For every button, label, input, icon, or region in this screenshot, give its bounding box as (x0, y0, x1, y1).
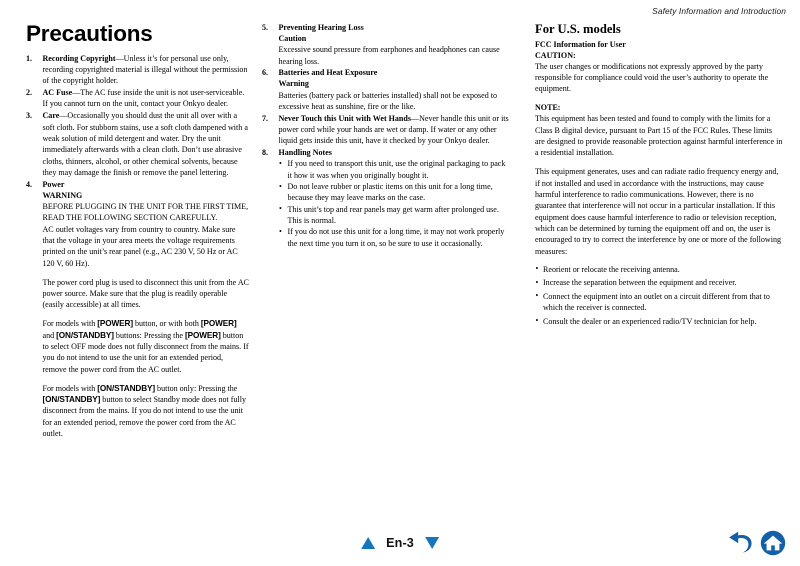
list-item-number: 6. (262, 68, 269, 78)
caution-label: Caution (278, 34, 307, 44)
list-item-lead: Recording Copyright (42, 53, 116, 63)
key-power-3: [POWER] (185, 330, 221, 340)
precautions-list-continued (262, 22, 510, 249)
power-block-line1a: For models with (42, 319, 98, 329)
warning-label: WARNING (42, 190, 83, 200)
list-item-lead: Care (42, 111, 60, 121)
caution-body: The user changes or modifications not expressly approved by the party responsible for compliance could void the user’s authority to operate the equipment. (535, 61, 769, 94)
footer-navigation (0, 529, 800, 553)
key-on-standby-2: [ON/STANDBY] (97, 383, 156, 393)
caution-label: CAUTION: (535, 50, 576, 60)
list-item (535, 277, 783, 288)
column-three (535, 22, 783, 329)
us-models-title: For U.S. models (535, 22, 621, 36)
list-item-lead: Never Touch this Unit with Wet Hands (278, 113, 412, 123)
list-item-text (43, 53, 250, 87)
home-icon[interactable] (760, 530, 786, 556)
power-cord-paragraph: The power cord plug is used to disconnect this unit from the AC power source. Make sure that the plug is readily operable (easily accessible) at all times. (42, 277, 250, 310)
list-item-lead: Preventing Hearing Loss (278, 23, 364, 32)
list-item (262, 22, 510, 67)
page-title: Precautions (26, 21, 153, 46)
bullet-text: Increase the separation between the equipment and receiver. (543, 278, 737, 288)
bullet-text: Do not leave rubber or plastic items on this unit for a long time, because they may leave marks on the case. (287, 182, 493, 203)
standby-block-line2a: Pressing the (198, 383, 238, 393)
list-item-number: 3. (26, 111, 33, 121)
fcc-subtitle: FCC Information for User (535, 39, 626, 49)
column-two (262, 22, 510, 250)
list-item (535, 316, 783, 327)
back-arrow-icon[interactable] (727, 530, 755, 556)
bullet-text: If you need to transport this unit, use the original packaging to pack it how it was when you originally bought it. (287, 159, 506, 180)
list-item (535, 291, 783, 314)
list-item-lead: Batteries and Heat Exposure (278, 68, 378, 78)
page-number-label: En-3 (386, 536, 414, 550)
list-item-body: Batteries (battery pack or batteries installed) shall not be exposed to excessive heat as sunshine, fire or the like. (278, 90, 498, 111)
list-item-body: —Unless it’s for personal use only, recording copyrighted material is illegal without the permission of the copyright holder. (42, 53, 248, 86)
column-one (26, 22, 249, 440)
bullet-text: If you do not use this unit for a long time, it may not work properly the next time you turn it on, so be sure to use it occasionally. (287, 227, 505, 248)
note-paragraph-one: This equipment has been tested and found to comply with the limits for a Class B digital device, pursuant to Part 15 of the FCC Rules. These limits are designed to provide reasonable protection against harmful interference in a residential installation. (535, 114, 783, 158)
list-item (279, 226, 511, 249)
power-heading: Power (42, 179, 65, 189)
triangle-up-icon[interactable] (361, 537, 375, 549)
note-label: NOTE: (535, 103, 561, 113)
list-item-handling (262, 147, 510, 249)
quick-navigation (727, 530, 786, 556)
standby-block-line1b: button only: (155, 383, 197, 393)
list-item-number: 7. (262, 113, 269, 123)
list-item-power (26, 179, 249, 440)
warning-caps-text: BEFORE PLUGGING IN THE UNIT FOR THE FIRST TIME, READ THE FOLLOWING SECTION CAREFULLY. (42, 201, 249, 223)
list-item (279, 158, 511, 181)
bullet-icon: • (279, 159, 282, 169)
list-item (26, 53, 249, 87)
list-item-body: Excessive sound pressure from earphones and headphones can cause hearing loss. (278, 45, 500, 66)
list-item (535, 264, 783, 275)
power-block-line1b: button, or with both (132, 319, 201, 329)
list-item (262, 67, 510, 112)
bullet-icon: • (535, 277, 539, 287)
list-item (262, 113, 510, 147)
precautions-list (26, 53, 249, 440)
list-item (279, 181, 511, 204)
list-item (26, 110, 249, 178)
key-power-2: [POWER] (200, 319, 237, 329)
voltage-paragraph: AC outlet voltages vary from country to country. Make sure that the voltage in your area meets the voltage requirements printed on the unit’s rear panel (e.g., AC 230 V, 50 Hz or AC 120 V, 60 Hz). (42, 224, 238, 268)
bullet-icon: • (535, 291, 539, 301)
bullet-text: Consult the dealer or an experienced radio/TV technician for help. (543, 316, 757, 326)
fcc-measures-list (535, 264, 783, 327)
list-item-body: —Occasionally you should dust the unit all over with a soft cloth. For stubborn stains, use a soft cloth dampened with a weak solution of mild detergent and water. Dry the unit immediately afterwards with a clean cloth. Don’t use abrasive cloths, thinners, alcohol, or other chemical solvents, because they may damage the finish or remove the panel lettering. (42, 111, 248, 177)
page-columns (0, 22, 800, 512)
list-item-lead: Handling Notes (278, 148, 332, 158)
list-item-text (43, 110, 250, 178)
list-item-body: —Never handle this unit or its power cord while your hands are wet or damp. If water or any other liquid gets inside this unit, have it checked by your Onkyo dealer. (278, 113, 509, 146)
standby-block-line2b: button to select Standby mode does not fully disconnect from the mains. If you do not intend to use the unit for an extended period, remove the power cord from the AC outlet. (42, 394, 247, 438)
list-item (26, 87, 249, 110)
power-block-line2b: button to select OFF mode does not fully disconnect from the mains. If you do not intend to use the unit for an extended period, remove the power cord from the AC outlet. (42, 330, 249, 374)
key-on-standby-3: [ON/STANDBY] (42, 394, 101, 404)
standby-button-block (43, 383, 250, 440)
list-item-number: 8. (262, 148, 269, 158)
power-button-block (43, 318, 250, 375)
triangle-down-icon[interactable] (425, 537, 439, 549)
power-block-line1d: buttons: (113, 330, 142, 340)
list-item-body: —The AC fuse inside the unit is not user-serviceable. If you cannot turn on the unit, contact your Onkyo dealer. (42, 88, 245, 109)
bullet-text: This unit’s top and rear panels may get warm after prolonged use. This is normal. (287, 204, 499, 226)
warning-label: Warning (278, 79, 309, 89)
list-item (279, 204, 511, 227)
key-power: [POWER] (97, 319, 133, 329)
standby-block-line1a: For models with (42, 383, 98, 393)
bullet-icon: • (279, 204, 282, 214)
list-item-number: 1. (26, 53, 33, 63)
bullet-text: Connect the equipment into an outlet on a circuit different from that to which the receiver is connected. (543, 291, 770, 313)
power-block-line1c: and (42, 330, 57, 340)
list-item-number: 2. (26, 88, 33, 98)
list-item-number: 5. (262, 23, 269, 32)
list-item-text (43, 87, 250, 110)
page-indicator (361, 533, 439, 553)
note-paragraph-two: This equipment generates, uses and can radiate radio frequency energy and, if not installed and used in accordance with the instructions, may cause harmful interference to radio communications. However, there is no guarantee that interference will not occur in a particular installation. If this equipment does cause harmful interference to radio or television reception, which can be determined by turning the equipment off and on, the user is encouraged to try to correct the interference by one or more of the following measures: (535, 167, 781, 256)
bullet-icon: • (279, 227, 282, 237)
handling-notes-list (279, 158, 511, 249)
bullet-icon: • (279, 181, 282, 191)
running-header: Safety Information and Introduction (652, 6, 786, 16)
bullet-icon: • (535, 316, 539, 326)
bullet-icon: • (535, 264, 539, 274)
key-on-standby: [ON/STANDBY] (56, 330, 114, 340)
list-item-lead: AC Fuse (42, 88, 73, 98)
power-block-line2a: Pressing the (143, 330, 186, 340)
list-item-number: 4. (26, 179, 33, 189)
list-item-text (279, 113, 511, 147)
bullet-text: Reorient or relocate the receiving antenna. (543, 264, 680, 274)
